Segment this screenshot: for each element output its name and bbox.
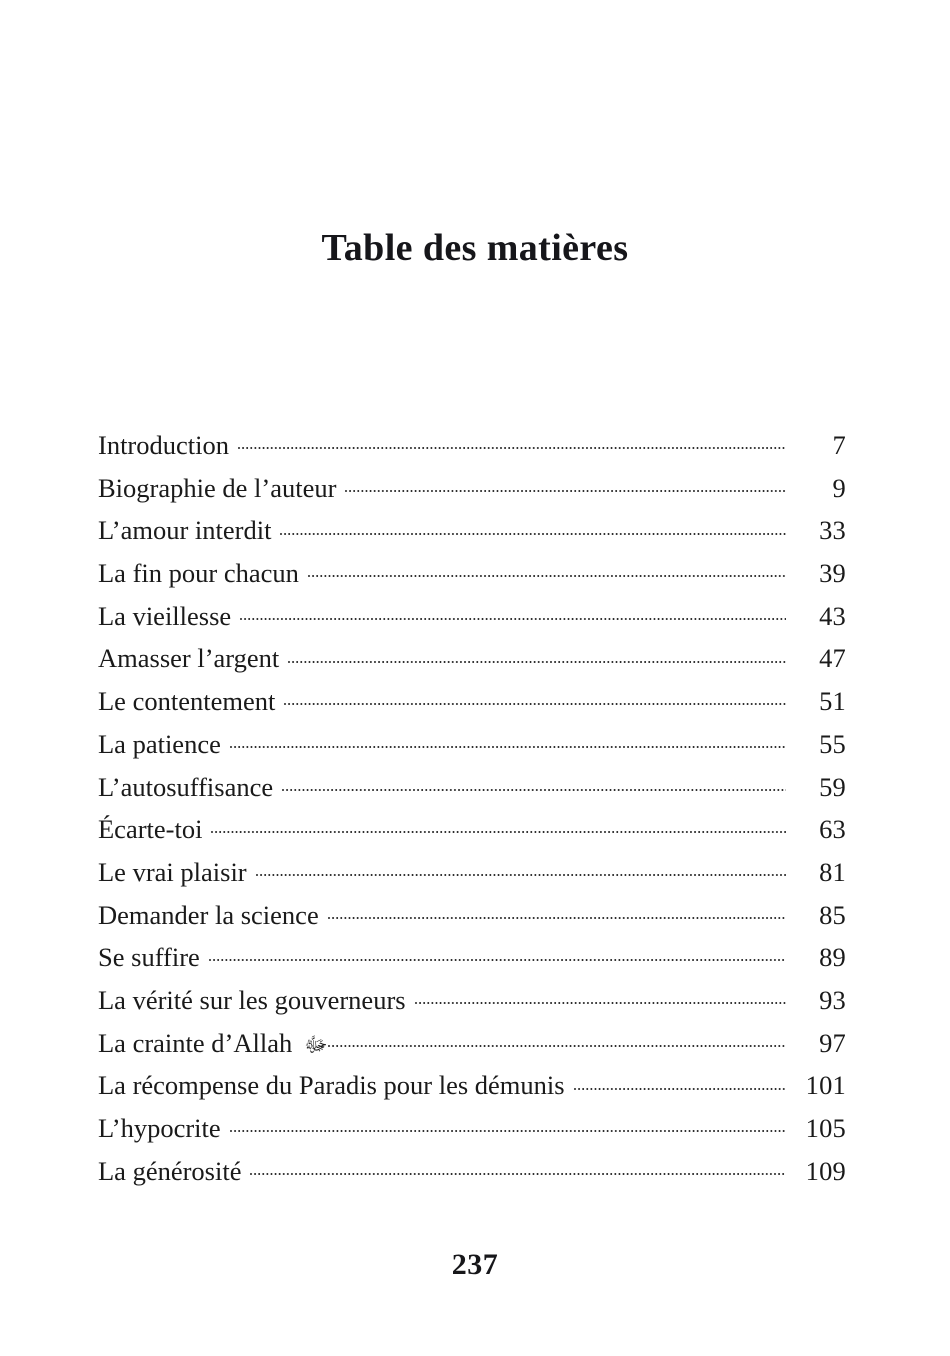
toc-entry[interactable] [98, 637, 846, 680]
toc-entry-page-number: 93 [819, 984, 846, 1015]
toc-entry-label: L’amour interdit [98, 515, 272, 546]
toc-entry-page-number: 39 [819, 558, 846, 589]
toc-entry-label: Écarte-toi [98, 814, 203, 845]
toc-entry[interactable] [98, 1022, 846, 1065]
toc-entry-label: Biographie de l’auteur [98, 472, 337, 503]
toc-entry[interactable] [98, 851, 846, 894]
toc-entry[interactable] [98, 1064, 846, 1107]
toc-entry-label: Le vrai plaisir [98, 856, 247, 887]
toc-entry-list [98, 424, 846, 1192]
toc-entry[interactable] [98, 1107, 846, 1150]
toc-dot-leader [415, 982, 786, 1009]
page-title: Table des matières [321, 227, 629, 269]
toc-dot-leader [250, 1153, 786, 1180]
toc-entry[interactable] [98, 894, 846, 937]
toc-entry-page-number: 55 [819, 728, 846, 759]
toc-entry[interactable] [98, 680, 846, 723]
toc-entry-label: Le contentement [98, 686, 276, 717]
toc-dot-leader [238, 428, 786, 455]
toc-entry-label: La fin pour chacun [98, 558, 299, 589]
toc-entry-label: Introduction [98, 430, 229, 460]
toc-entry[interactable] [98, 424, 846, 467]
toc-dot-leader [282, 769, 786, 796]
toc-dot-leader [230, 1111, 786, 1138]
toc-dot-leader [328, 897, 786, 924]
toc-entry[interactable] [98, 936, 846, 979]
toc-entry-label: La crainte d’Allah [98, 1027, 293, 1058]
toc-entry[interactable] [98, 979, 846, 1022]
toc-entry-page-number: 33 [819, 515, 846, 546]
toc-entry-label: La vérité sur les gouverneurs [98, 984, 406, 1015]
toc-entry-label: L’autosuffisance [98, 771, 274, 802]
allah-honorific-glyph: ﷻ [304, 1034, 328, 1057]
toc-entry-label: La vieillesse [98, 600, 232, 631]
toc-entry-label: La générosité [98, 1155, 242, 1186]
toc-entry-label: Se suffire [98, 942, 200, 973]
toc-entry-label: Amasser l’argent [98, 643, 280, 674]
toc-entry-page-number: 109 [805, 1155, 846, 1186]
toc-dot-leader [345, 470, 786, 497]
toc-entry-page-number: 81 [819, 856, 846, 887]
toc-entry-label: La patience [98, 728, 221, 759]
toc-dot-leader [209, 940, 786, 967]
toc-entry-page-number: 97 [819, 1027, 846, 1058]
toc-entry[interactable] [98, 1150, 846, 1193]
toc-dot-leader [328, 1025, 786, 1052]
toc-entry-page-number: 9 [832, 472, 846, 503]
toc-entry-label: La récompense du Paradis pour les démunis [98, 1070, 565, 1101]
toc-entry-label: Demander la science [98, 899, 319, 930]
toc-entry-page-number: 101 [805, 1070, 846, 1101]
toc-dot-leader [256, 854, 786, 881]
toc-entry-page-number: 51 [819, 686, 846, 717]
toc-dot-leader [240, 598, 786, 625]
toc-entry-page-number: 85 [819, 899, 846, 930]
toc-dot-leader [284, 684, 786, 711]
toc-entry-label: L’hypocrite [98, 1113, 221, 1143]
toc-entry[interactable] [98, 552, 846, 595]
toc-entry[interactable] [98, 467, 846, 510]
toc-entry-page-number: 63 [819, 814, 846, 845]
toc-entry-page-number: 59 [819, 771, 846, 802]
toc-dot-leader [308, 556, 786, 583]
toc-entry[interactable] [98, 723, 846, 766]
toc-dot-leader [280, 513, 786, 540]
toc-dot-leader [211, 812, 786, 839]
toc-entry-page-number: 7 [832, 430, 846, 460]
toc-entry-page-number: 43 [819, 600, 846, 631]
toc-entry[interactable] [98, 509, 846, 552]
toc-entry-page-number: 105 [805, 1113, 846, 1143]
toc-dot-leader [574, 1068, 786, 1095]
toc-entry-page-number: 89 [819, 942, 846, 973]
toc-entry[interactable] [98, 808, 846, 851]
toc-dot-leader [230, 726, 786, 753]
toc-entry[interactable] [98, 595, 846, 638]
page-folio-number: 237 [451, 1248, 499, 1281]
toc-dot-leader [288, 641, 786, 668]
toc-entry-page-number: 47 [819, 643, 846, 674]
toc-entry[interactable] [98, 766, 846, 809]
